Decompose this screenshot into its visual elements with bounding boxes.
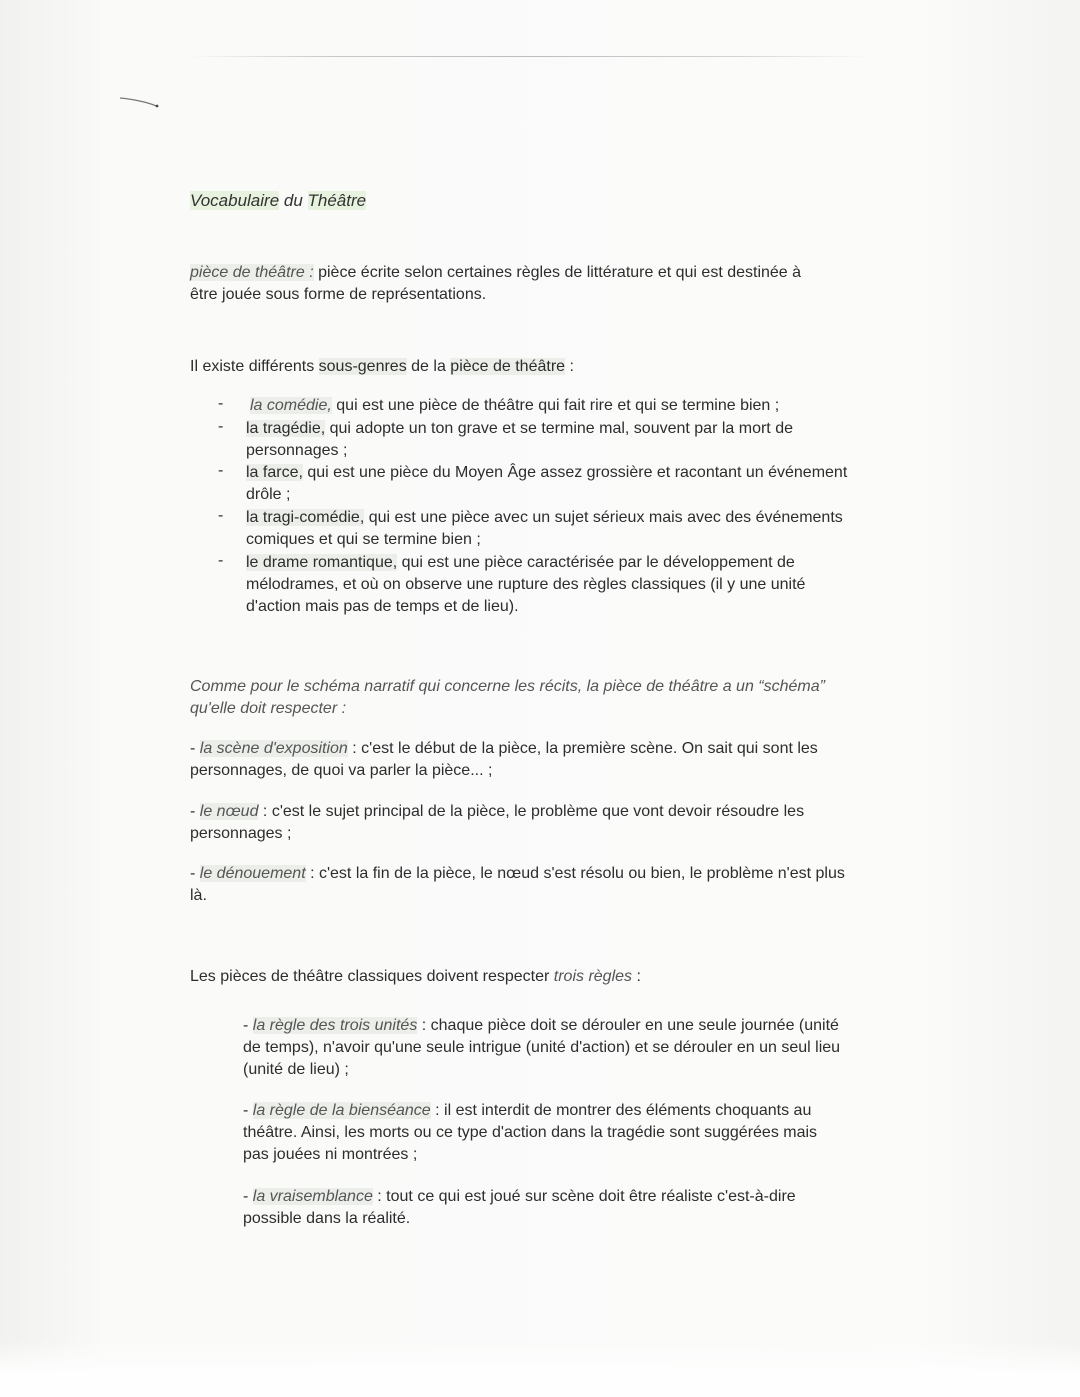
list-item <box>246 507 843 551</box>
rule-text-2: théâtre. Ainsi, les morts ou ce type d'action dans la tragédie sont suggérées mais <box>243 1124 818 1141</box>
rule-dash: - <box>243 1017 249 1034</box>
list-dash: - <box>218 507 224 524</box>
rule-text-3: pas jouées ni montrées ; <box>243 1146 418 1163</box>
list-dash: - <box>218 418 224 435</box>
schema-dash: - <box>190 803 196 820</box>
schema-dash: - <box>190 740 196 757</box>
title-text-1: Vocabulaire <box>190 191 280 210</box>
definition <box>190 262 890 306</box>
list-item <box>246 462 847 506</box>
list-item-term: la comédie, <box>250 397 332 414</box>
rules-intro-text: Les pièces de théâtre classiques doivent respecter <box>190 968 554 985</box>
list-item-text: qui est une pièce du Moyen Âge assez grossière et racontant un événement <box>302 464 848 481</box>
definition-text: pièce écrite selon certaines règles de littérature et qui est destinée à <box>318 264 802 281</box>
list-item-text-2: drôle ; <box>246 486 291 503</box>
title-text-2: du <box>279 191 308 210</box>
list-item-term: la farce, <box>246 464 303 481</box>
rule-dash: - <box>243 1102 249 1119</box>
schema-item <box>190 863 845 907</box>
rule-item <box>243 1100 817 1166</box>
rules-intro <box>190 966 641 988</box>
definition-term: pièce de théâtre : <box>190 264 314 281</box>
list-dash: - <box>218 462 224 479</box>
schema-text: : c'est la fin de la pièce, le nœud s'est résolu ou bien, le problème n'est plus <box>305 865 845 882</box>
list-item-text-3: d'action mais pas de temps et de lieu). <box>246 598 519 615</box>
list-item-term: le drame romantique, <box>246 554 398 571</box>
schema-text-2: personnages, de quoi va parler la pièce... ; <box>190 762 493 779</box>
definition-text-2: être jouée sous forme de représentations. <box>190 286 487 303</box>
list-item-text: qui est une pièce de théâtre qui fait rire et qui se termine bien ; <box>331 397 780 414</box>
rules-intro-end: : <box>632 968 641 985</box>
intro-text-5: : <box>565 358 574 375</box>
list-item-text: qui est une pièce caractérisée par le développement de <box>397 554 795 571</box>
rule-text-3: (unité de lieu) ; <box>243 1061 349 1078</box>
list-dash: - <box>218 552 224 569</box>
schema-term: la scène d'exposition <box>199 740 348 757</box>
rule-item <box>243 1015 840 1081</box>
schema-text-2: là. <box>190 887 207 904</box>
schema-dash: - <box>190 865 196 882</box>
schema-text: : c'est le sujet principal de la pièce, le problème que vont devoir résoudre les <box>258 803 805 820</box>
schema-term: le nœud <box>199 803 259 820</box>
list-item-term: la tragi-comédie, <box>246 509 365 526</box>
rule-dash: - <box>243 1188 249 1205</box>
schema-intro-2: qu'elle doit respecter : <box>190 700 347 717</box>
schema-text-2: personnages ; <box>190 825 292 842</box>
list-item <box>246 552 805 618</box>
schema-item <box>190 738 818 782</box>
list-item-text: qui est une pièce avec un sujet sérieux mais avec des événements <box>364 509 843 526</box>
rule-text: : chaque pièce doit se dérouler en une seule journée (unité <box>417 1017 839 1034</box>
rule-item <box>243 1186 796 1230</box>
rule-text: : tout ce qui est joué sur scène doit être réaliste c'est-à-dire <box>372 1188 796 1205</box>
list-item <box>250 395 779 417</box>
rules-intro-emph: trois règles <box>553 968 633 985</box>
rule-text: : il est interdit de montrer des éléments choquants au <box>430 1102 812 1119</box>
pen-mark <box>118 94 160 108</box>
page-bottom-edge <box>0 1340 1080 1397</box>
list-item <box>246 418 793 462</box>
page-title <box>190 190 366 212</box>
subgenres-intro <box>190 356 574 378</box>
rule-text-2: possible dans la réalité. <box>243 1210 411 1227</box>
list-item-term: la tragédie, <box>246 420 326 437</box>
intro-text-3: de la <box>406 358 451 375</box>
list-item-text-2: personnages ; <box>246 442 348 459</box>
intro-text-1: Il existe différents <box>190 358 319 375</box>
intro-text-4: pièce de théâtre <box>450 358 566 375</box>
schema-term: le dénouement <box>199 865 306 882</box>
rule-text-2: de temps), n'avoir qu'une seule intrigue (unité d'action) et se dérouler en un seul lieu <box>243 1039 841 1056</box>
list-dash: - <box>218 395 224 412</box>
list-item-text: qui adopte un ton grave et se termine mal, souvent par la mort de <box>325 420 793 437</box>
rule-term: la vraisemblance <box>252 1188 373 1205</box>
header-rule <box>190 56 870 57</box>
schema-intro <box>190 676 825 720</box>
title-text-3: Théâtre <box>307 191 367 210</box>
schema-text: : c'est le début de la pièce, la première scène. On sait qui sont les <box>347 740 818 757</box>
intro-text-2: sous-genres <box>318 358 407 375</box>
rule-term: la règle des trois unités <box>252 1017 418 1034</box>
schema-item <box>190 801 804 845</box>
list-item-text-2: comiques et qui se termine bien ; <box>246 531 481 548</box>
schema-intro-1: Comme pour le schéma narratif qui concerne les récits, la pièce de théâtre a un “schéma” <box>190 678 825 695</box>
rule-term: la règle de la bienséance <box>252 1102 431 1119</box>
list-item-text-2: mélodrames, et où on observe une rupture des règles classiques (il y une unité <box>246 576 806 593</box>
